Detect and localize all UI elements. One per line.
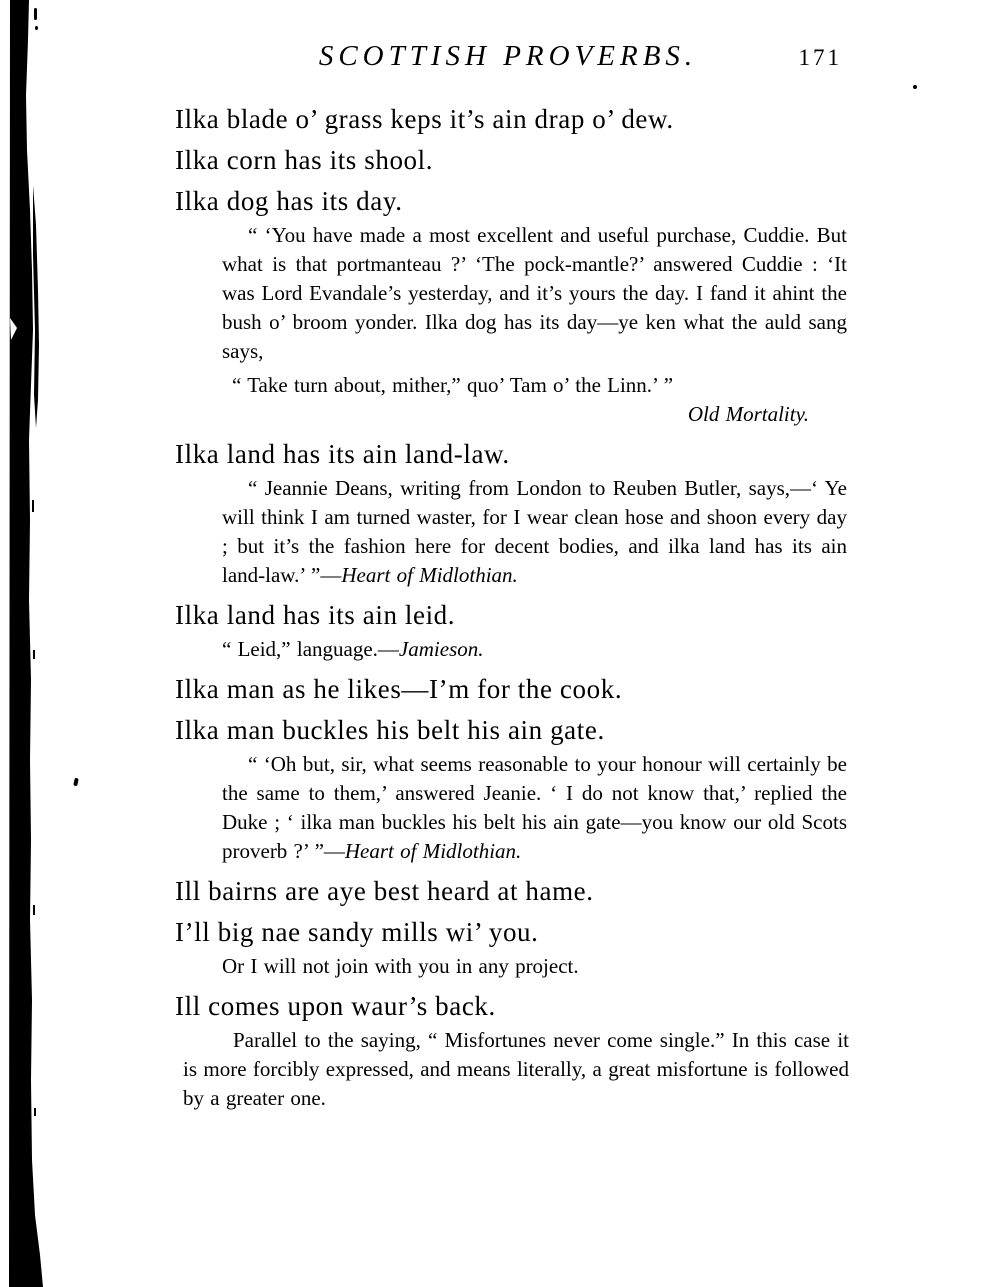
proverb-headword: Ilka corn has its shool. <box>175 145 434 175</box>
note-text: Parallel to the saying, “ Misfortunes never come single.” In this case it is more forcibly expressed, and means literally, a great misfortune is followed by a greater one. <box>183 1028 849 1110</box>
proverb-entry <box>175 599 847 664</box>
note-text: “ Leid,” language.— <box>222 637 399 661</box>
proverb-headword: Ilka man as he likes—I’m for the cook. <box>175 674 623 704</box>
proverb-headword: Ilka blade o’ grass keps it’s ain drap o’ dew. <box>175 104 674 134</box>
proverb-entry <box>175 875 847 907</box>
source-attribution <box>222 400 847 429</box>
proverb-note <box>222 635 847 664</box>
proverb-note <box>222 952 847 981</box>
ink-speck <box>73 778 79 787</box>
verse-line <box>222 371 847 400</box>
source-title-text: Heart of Midlothian. <box>344 839 522 863</box>
proverb-entry <box>175 990 847 1113</box>
proverb-headword: Ilka land has its ain land-law. <box>175 439 510 469</box>
proverb-headword: Ilka man buckles his belt his ain gate. <box>175 715 605 745</box>
proverb-entry <box>175 714 847 866</box>
proverb-note <box>222 750 847 866</box>
proverb-note <box>222 221 847 366</box>
proverb-headword: Ilka dog has its day. <box>175 186 403 216</box>
source-title-text: Jamieson. <box>398 637 484 661</box>
proverb-entry <box>175 103 847 135</box>
proverb-list <box>175 94 847 1118</box>
proverb-entry <box>175 916 847 981</box>
note-text: “ ‘You have made a most excellent and useful purchase, Cuddie. But what is that portmanteau ?’ ‘The pock-mantle?’ answered Cuddie : ‘It was Lord Evandale’s yesterday, and it’s yours the day. I fand it ahint the bush o’ broom yonder. Ilka dog has its day—ye ken what the auld sang says, <box>222 223 847 363</box>
proverb-entry <box>175 144 847 176</box>
note-text: “ Jeannie Deans, writing from London to Reuben Butler, says,—‘ Ye will think I am turned waster, for I wear clean hose and shoon every day ; but it’s the fashion here for decent bodies, and ilka land has its ain land-law.’ ”— <box>222 476 847 587</box>
ink-speck <box>35 26 38 30</box>
note-text: “ ‘Oh but, sir, what seems reasonable to your honour will certainly be the same to them,’ answered Jeanie. ‘ I do not know that,’ replied the Duke ; ‘ ilka man buckles his belt his ain gate—you know our old Scots proverb ?’ ”— <box>222 752 847 863</box>
running-title: SCOTTISH PROVERBS. <box>318 40 698 72</box>
binding-edge-artifact <box>0 0 60 1287</box>
ink-speck <box>913 85 917 89</box>
proverb-headword: Ill comes upon waur’s back. <box>175 991 496 1021</box>
proverb-headword: Ilka land has its ain leid. <box>175 600 456 630</box>
proverb-entry <box>175 438 847 590</box>
page-header <box>0 40 1000 84</box>
proverb-note <box>183 1026 849 1113</box>
source-title-text: Old Mortality. <box>687 402 809 426</box>
proverb-headword: I’ll big nae sandy mills wi’ you. <box>175 917 539 947</box>
proverb-entry <box>175 673 847 705</box>
proverb-entry <box>175 185 847 429</box>
page-number: 171 <box>798 45 842 70</box>
ink-speck <box>34 8 37 20</box>
proverb-note <box>222 474 847 590</box>
source-title-text: Heart of Midlothian. <box>341 563 518 587</box>
note-text: Or I will not join with you in any project. <box>222 954 579 978</box>
note-text: “ Take turn about, mither,” quo’ Tam o’ the Linn.’ ” <box>232 373 674 397</box>
proverb-headword: Ill bairns are aye best heard at hame. <box>175 876 594 906</box>
